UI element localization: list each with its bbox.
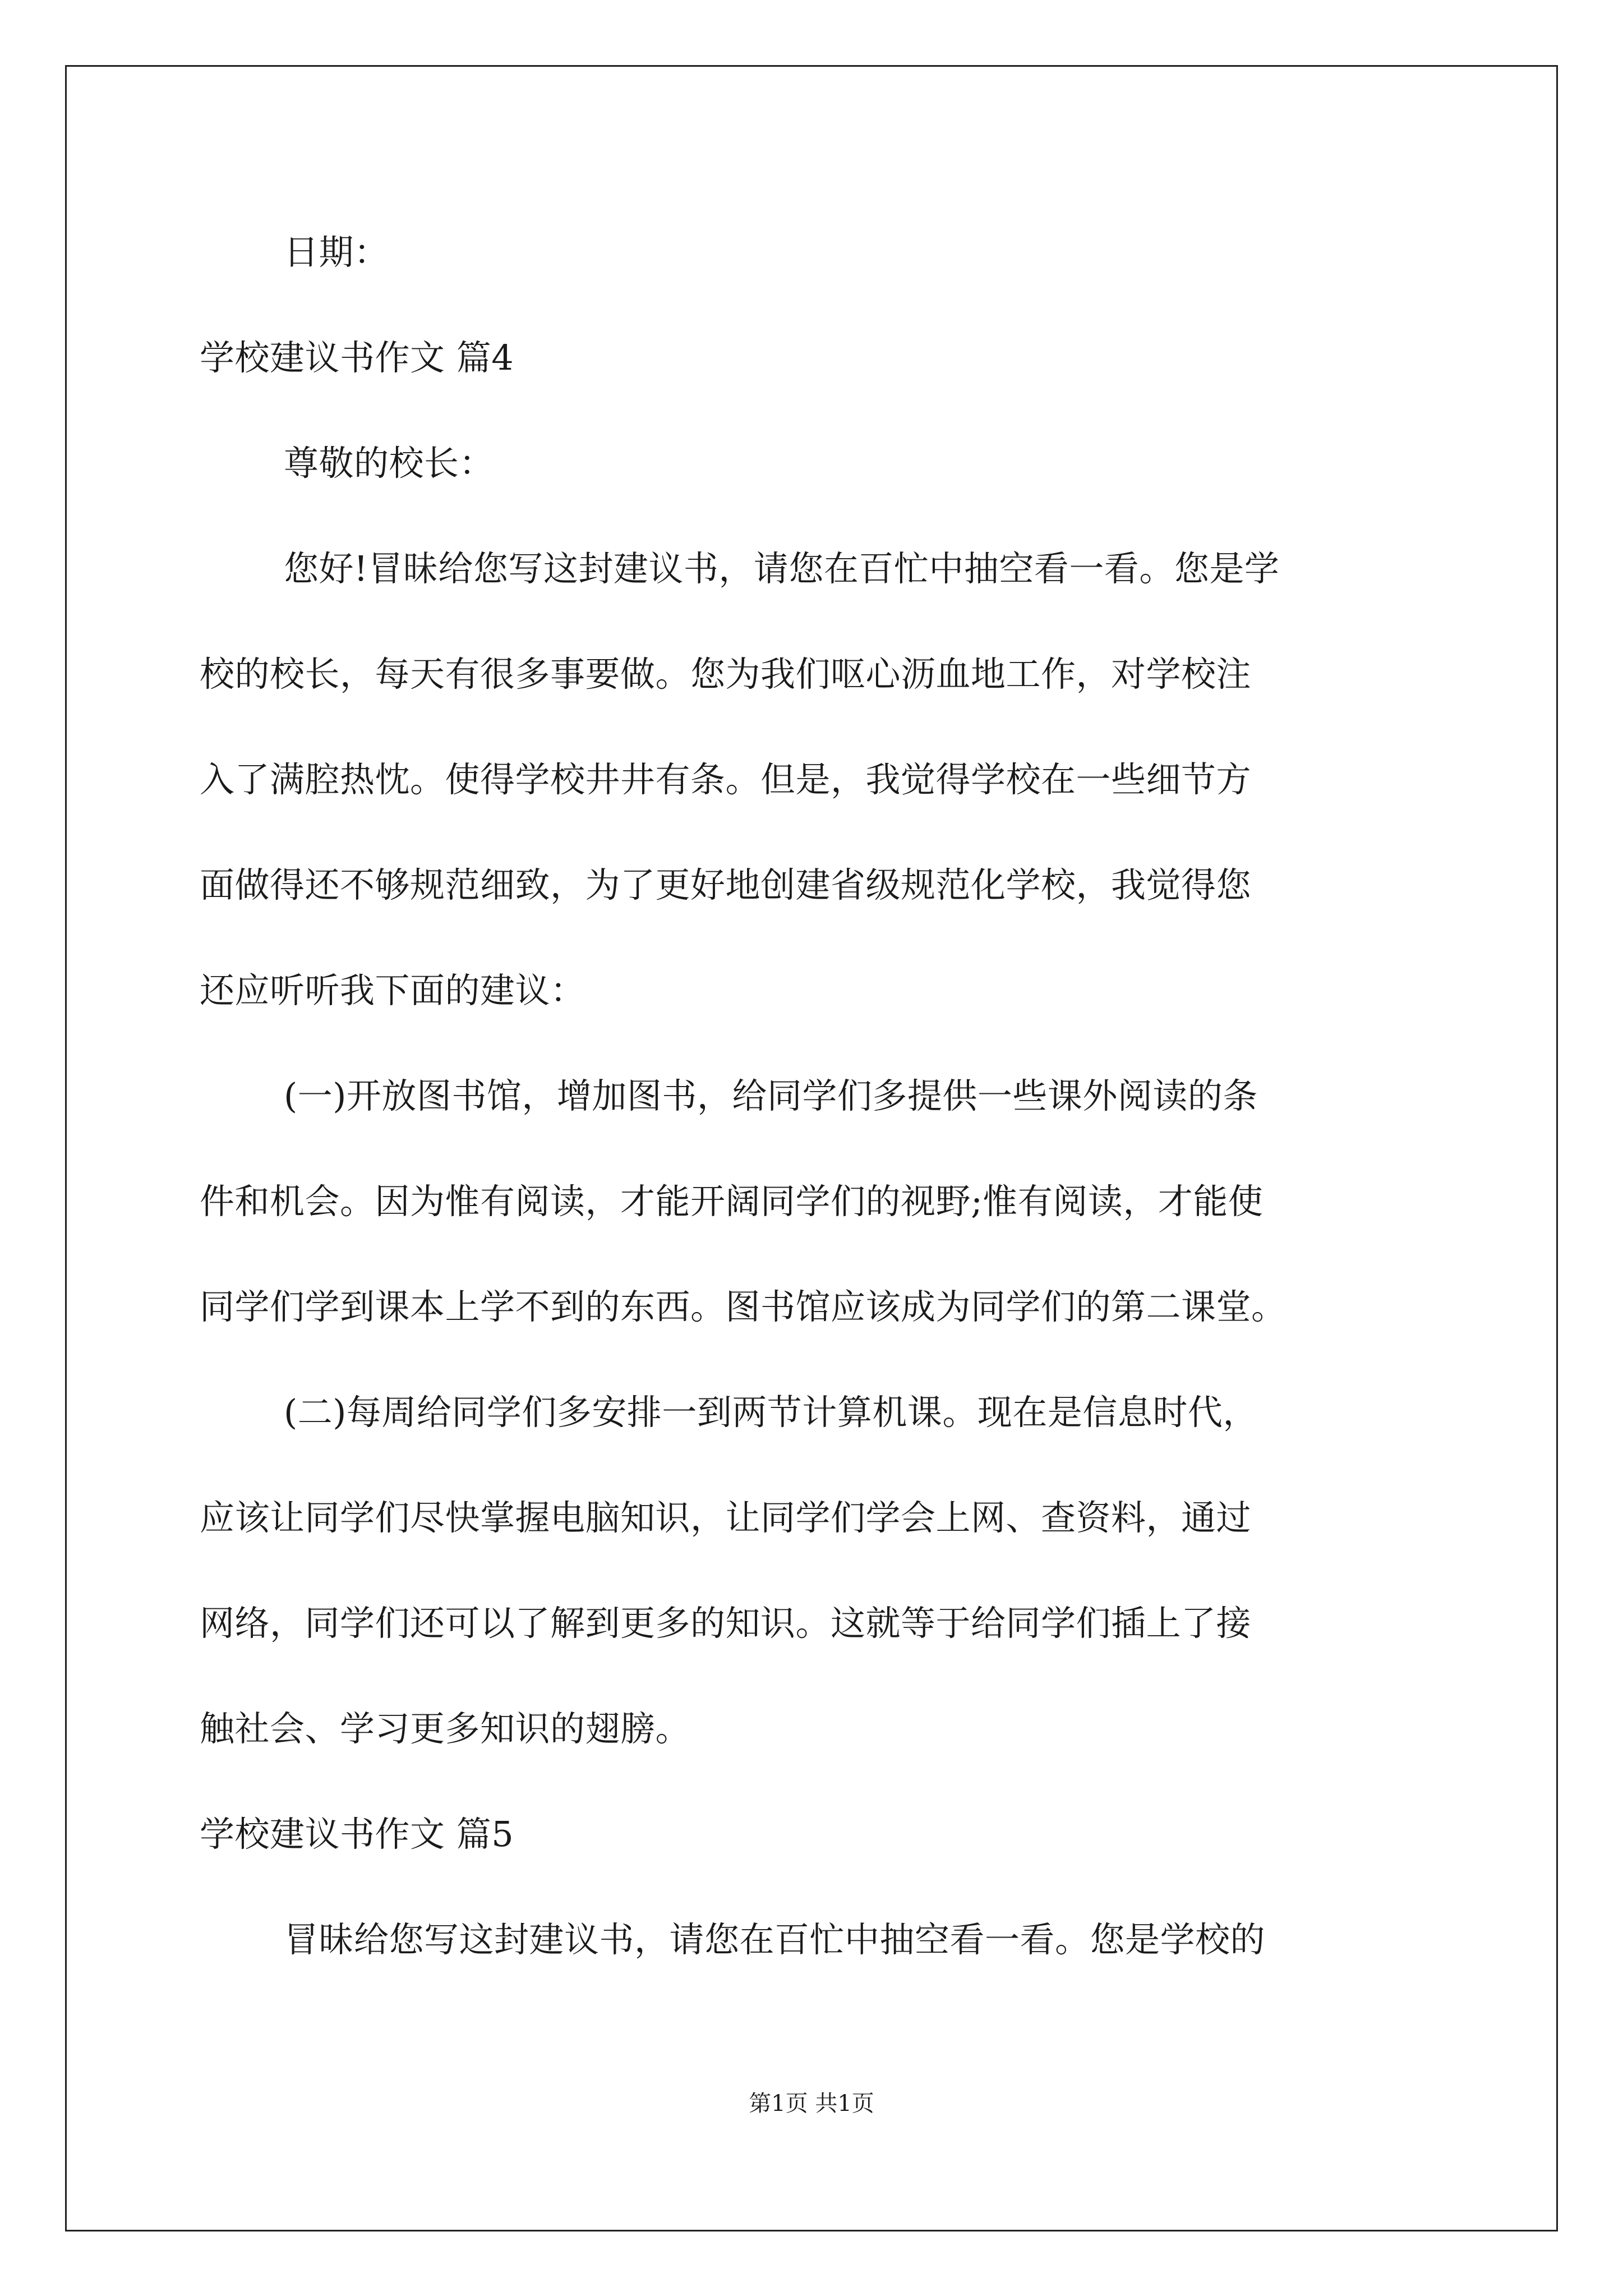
paragraph-line: 冒昧给您写这封建议书，请您在百忙中抽空看一看。您是学校的 xyxy=(284,1919,1266,1960)
paragraph-line: 触社会、学习更多知识的翅膀。 xyxy=(200,1708,691,1749)
paragraph-line: 应该让同学们尽快掌握电脑知识，让同学们学会上网、查资料，通过 xyxy=(200,1497,1252,1538)
paragraph-line: 还应听听我下面的建议： xyxy=(200,970,585,1011)
paragraph-line: 面做得还不够规范细致，为了更好地创建省级规范化学校，我觉得您 xyxy=(200,864,1252,905)
paragraph-line: 同学们学到课本上学不到的东西。图书馆应该成为同学们的第二课堂。 xyxy=(200,1286,1287,1327)
section-heading-4: 学校建议书作文 篇4 xyxy=(200,337,514,378)
page-footer: 第1页 共1页 xyxy=(749,2091,874,2116)
page-border xyxy=(65,65,1558,2231)
paragraph-line: 您好!冒昧给您写这封建议书，请您在百忙中抽空看一看。您是学 xyxy=(284,548,1280,589)
paragraph-line: (二)每周给同学们多安排一到两节计算机课。现在是信息时代， xyxy=(284,1392,1258,1433)
section-heading-5: 学校建议书作文 篇5 xyxy=(200,1814,514,1855)
salutation: 尊敬的校长： xyxy=(284,443,495,484)
date-label: 日期： xyxy=(284,232,389,273)
paragraph-line: 校的校长，每天有很多事要做。您为我们呕心沥血地工作，对学校注 xyxy=(200,654,1252,694)
paragraph-line: 入了满腔热忱。使得学校井井有条。但是，我觉得学校在一些细节方 xyxy=(200,759,1252,800)
paragraph-line: 网络，同学们还可以了解到更多的知识。这就等于给同学们插上了接 xyxy=(200,1603,1252,1644)
paragraph-line: (一)开放图书馆，增加图书，给同学们多提供一些课外阅读的条 xyxy=(284,1075,1258,1116)
paragraph-line: 件和机会。因为惟有阅读，才能开阔同学们的视野;惟有阅读，才能使 xyxy=(200,1181,1264,1222)
